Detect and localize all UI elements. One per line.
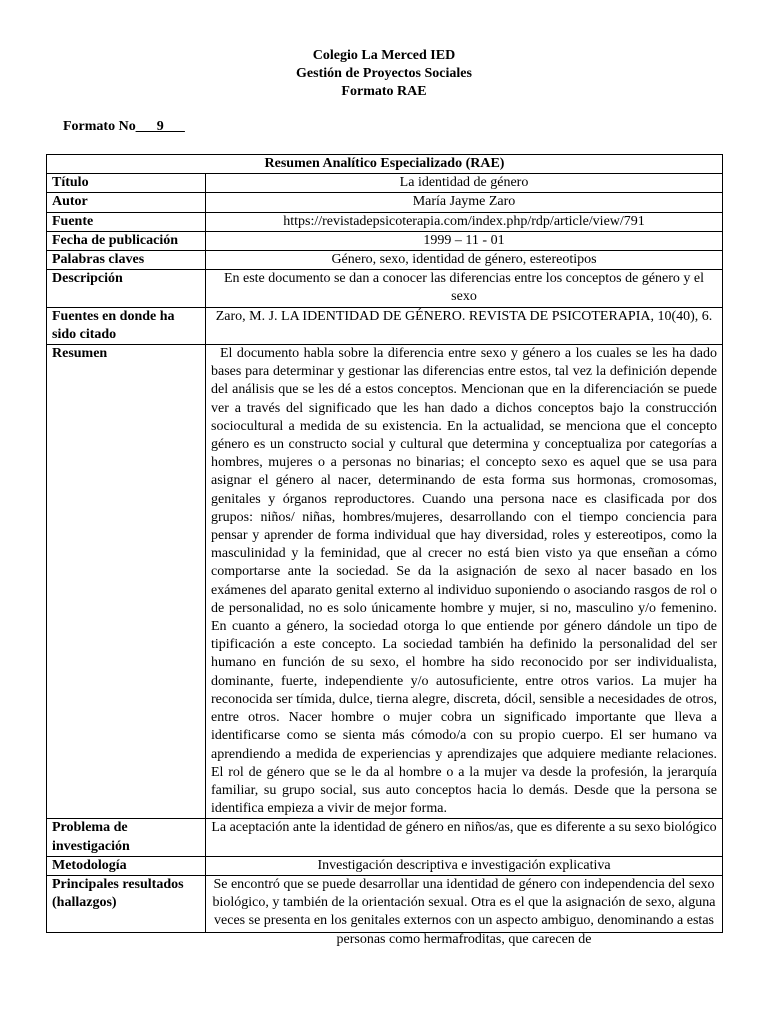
row-value-fecha: 1999 – 11 - 01 [206, 231, 723, 250]
row-value-resumen: El documento habla sobre la diferencia entre sexo y género a los cuales se les ha dado bases para determinar y gestionar las diferencias entre estos, tal vez la definición depende del análisis que se les dé a estos conceptos. Mencionan que en la diferenciación se puede ver a través del significado que les han dado a dichos conceptos bajo la construcción sociocultural a medida de su existencia. En la actualidad, se menciona que el concepto género es un constructo social y cultural que determina y conceptualiza por categorías a hombres, mujeres o a personas no binarias; el concepto sexo es aquel que se usa para asignar el género al nacer, determinando de esta forma sus hormonas, cromosomas, genitales y órganos reproductores. Cuando una persona nace es clasificada por dos grupos: niños/ niñas, hombres/mujeres, desarrollando con el tiempo conciencia para pensar y aprender de forma individual que hay diversidad, roles y estereotipos, como la masculinidad y la feminidad, que al crecer no está bien visto ya que enseñan a cómo comportarse ante la sociedad. Se da la asignación de sexo al nacer basado en los exámenes del aparato genital externo al individuo suponiendo o asociando rasgos de rol o de personalidad, no es solo únicamente hombre y mujer, si no, masculino y/o femenino. En cuanto a género, la sociedad otorga lo que entiende por género dándole un tipo de tipificación a este concepto. La sociedad también ha definido la personalidad del ser humano en función de su sexo, el hombre ha sido reconocido por ser individualista, dominante, fuerte, independiente y/o autosuficiente, entre otros varios. La mujer ha reconocida ser tímida, dulce, tierna alegre, discreta, dócil, sensible a necesidades de otros, entre otros. Nacer hombre o mujer cobra un significado importante que lleva a identificarse como se sienta más cómodo/a con su propio cuerpo. El ser humano va aprendiendo a medida de experiencias y aprendizajes que adquiere mediante relaciones. El rol de género que se le da al hombre o a la mujer va desde la profesión, la jerarquía familiar, su grupo social, sus auto conceptos hacia lo demás. Desde que la persona se identifica empieza a vivir de mejor forma. [206, 345, 723, 819]
row-value-autor: María Jayme Zaro [206, 193, 723, 212]
row-value-fuentes-citado: Zaro, M. J. LA IDENTIDAD DE GÉNERO. REVISTA DE PSICOTERAPIA, 10(40), 6. [206, 307, 723, 344]
table-title: Resumen Analítico Especializado (RAE) [47, 155, 723, 174]
row-value-descripcion: En este documento se dan a conocer las diferencias entre los conceptos de género y el sexo [206, 270, 723, 307]
table-row [47, 212, 723, 231]
table-title-row [47, 155, 723, 174]
row-label-fecha: Fecha de publicación [47, 231, 206, 250]
row-value-titulo: La identidad de género [206, 174, 723, 193]
row-value-palabras: Género, sexo, identidad de género, estereotipos [206, 251, 723, 270]
row-label-fuentes-citado: Fuentes en donde ha sido citado [47, 307, 206, 344]
format-number-label: Formato No [63, 119, 136, 134]
table-row [47, 307, 723, 344]
table-row [47, 345, 723, 819]
row-label-fuente: Fuente [47, 212, 206, 231]
table-row [47, 875, 723, 932]
table-row [47, 193, 723, 212]
school-name: Colegio La Merced IED [312, 48, 456, 63]
row-label-metodologia: Metodología [47, 856, 206, 875]
row-label-autor: Autor [47, 193, 206, 212]
row-value-resultados: Se encontró que se puede desarrollar una identidad de género con independencia del sexo biológico, y también de la orientación sexual. Otra es el que la asignación de sexo, alguna veces se presenta en los genitales externos con un aspecto ambiguo, denominando a estas personas como hermafroditas, que carecen de [212, 876, 716, 947]
row-value-problema: La aceptación ante la identidad de género en niños/as, que es diferente a su sexo biológico [206, 819, 723, 856]
row-label-resultados: Principales resultados (hallazgos) [47, 875, 206, 932]
row-value-fuente: https://revistadepsicoterapia.com/index.php/rdp/article/view/791 [206, 212, 723, 231]
form-name: Formato RAE [341, 84, 427, 99]
table-row [47, 270, 723, 307]
row-label-problema: Problema de investigación [47, 819, 206, 856]
row-label-descripcion: Descripción [47, 270, 206, 307]
table-row [47, 174, 723, 193]
row-label-palabras: Palabras claves [47, 251, 206, 270]
table-row [47, 251, 723, 270]
row-label-titulo: Título [47, 174, 206, 193]
table-row [47, 231, 723, 250]
row-value-resultados-cell [206, 875, 723, 947]
table-row [47, 856, 723, 875]
row-label-resumen: Resumen [47, 345, 206, 819]
document-header [0, 47, 768, 101]
format-number [63, 118, 185, 136]
table-row [47, 819, 723, 856]
department-name: Gestión de Proyectos Sociales [296, 66, 472, 81]
format-number-value: ___9___ [135, 119, 185, 134]
row-value-metodologia: Investigación descriptiva e investigación explicativa [206, 856, 723, 875]
rae-table [46, 154, 723, 947]
